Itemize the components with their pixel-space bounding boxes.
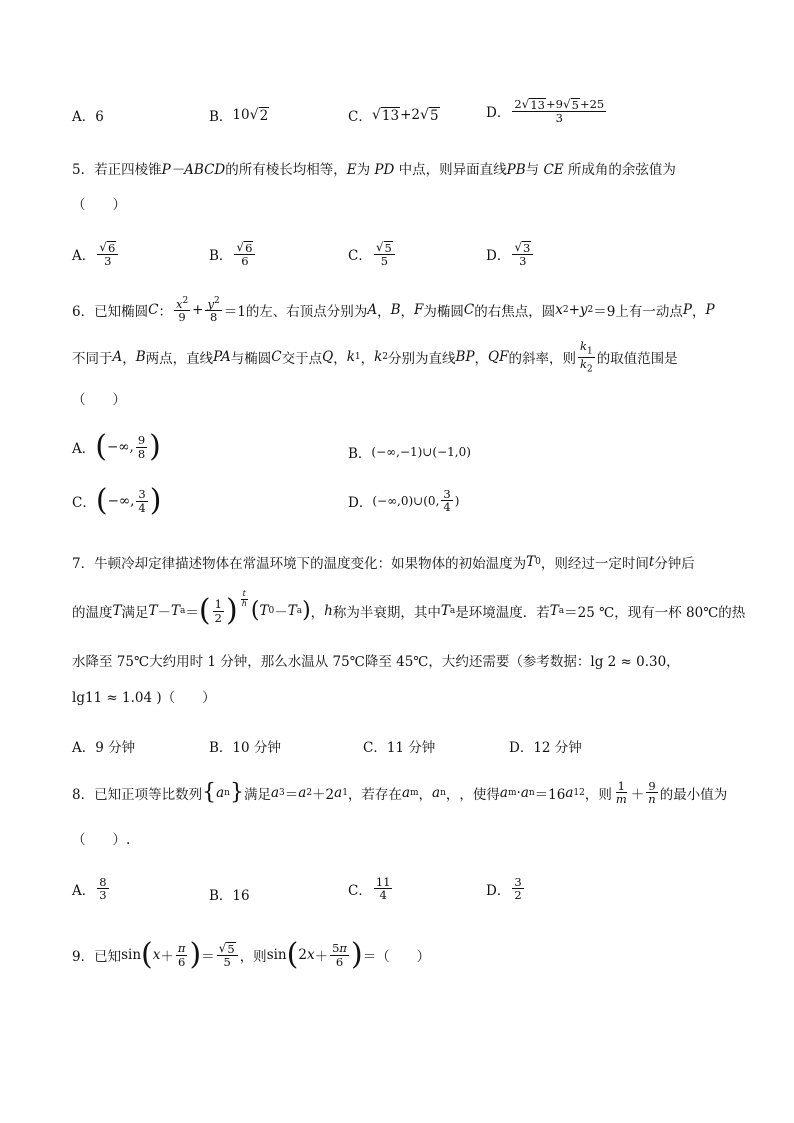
- q7-stem-line2: 的温度 T 满足 T － T a ＝ ( $\frac{1}{2}$ ) $^{\frac{t}{h}}$ ( T 0 － T a ) ， h 称为半衰期，其中 T a 是环境温度．若 T a ＝25 ℃，现有一杯 80℃的热: [72, 589, 746, 628]
- q6-stem-line2: 不同于 A ， B 两点，直线 PA 与椭圆 C 交于点 Q ， k 1 ， k 2 分别为直线 BP ， QF 的斜率，则 $\frac{k_1}{k_2}$ 的取值范围是: [72, 339, 678, 375]
- q5-option-b: B． √ 6 6: [209, 241, 257, 267]
- q7-option-a: A．9 分钟: [72, 740, 136, 756]
- q6-option-d: D． (−∞,0)∪(0, $\frac{3}{4}$ ): [348, 487, 460, 515]
- q6-option-c: C． ( −∞, $\frac{3}{4}$ ): [72, 483, 162, 518]
- q5-option-c: C． √ 5 5: [348, 241, 397, 267]
- q7-option-b: B．10 分钟: [209, 740, 281, 756]
- q5-option-d: D． √ 3 3: [486, 241, 535, 267]
- q8-option-a: A． $\frac{8}{3}$: [72, 875, 107, 903]
- q8-option-b: B．16: [209, 888, 250, 904]
- q8-blank: （ ）.: [72, 832, 131, 848]
- q8-option-c: C． $\frac{11}{4}$: [348, 875, 391, 903]
- q7-stem-line1: 7．牛顿冷却定律描述物体在常温环境下的温度变化：如果物体的初始温度为 T 0 ，则经过一定时间 t 分钟后: [72, 554, 695, 572]
- q7-stem-line4: lg11 ≈ 1.04 )（ ）: [72, 690, 216, 706]
- q6-option-b: B． (−∞,−1)∪(−1,0): [348, 445, 471, 462]
- q4-option-d: D． 2 √ 13 +9 √ 5 +25 3: [486, 97, 605, 126]
- q5-blank: （ ）: [72, 197, 126, 213]
- q7-stem-line3: 水降至 75℃大约用时 1 分钟，那么水温从 75℃降至 45℃，大约还需要（参考数据：lg 2 ≈ 0.30，: [72, 654, 680, 670]
- q7-option-c: C．11 分钟: [363, 740, 436, 756]
- q8-stem: 8．已知正项等比数列 { a n } 满足 a 3 ＝ a 2 ＋2 a 1 ，若存在 a m ， a n ， ，使得 a m · a n ＝16 a 1 2 ，则 $\frac{1}{m}$ ＋ $\frac{9}{n}$ 的最小值为: [72, 779, 728, 807]
- q5-option-a: A． √ 6 3: [72, 241, 120, 267]
- q5-stem: 5．若正四棱锥P－ABCD的所有棱长均相等，E为 PD 中点，则异面直线PB与 CE 所成角的余弦值为: [72, 162, 676, 178]
- q4-option-a: A．6: [72, 109, 104, 125]
- q4-option-b: B． 10 √ 2: [209, 106, 269, 125]
- q4-option-c: C． √ 13 +2 √ 5: [348, 106, 439, 125]
- q6-stem-line1: 6．已知椭圆 C ： $\frac{x^2}{9}$ + $\frac{y^2}{8}$ ＝1 的左、右顶点分别为 A ， B ， F 为椭圆 C 的右焦点，圆 x 2 + y 2 ＝9 上有一动点 P ， P: [72, 296, 715, 324]
- q7-option-d: D．12 分钟: [509, 740, 582, 756]
- q6-blank: （ ）: [72, 392, 126, 408]
- q8-option-d: D． $\frac{3}{2}$: [486, 875, 522, 903]
- q6-option-a: A． ( −∞, $\frac{9}{8}$ ): [72, 429, 161, 464]
- q9-stem: 9．已知 sin ( x ＋ $\frac{\pi}{6}$ ) ＝ √ 5 5 ，则 sin ( 2 x ＋ $\frac{5\pi}{6}$ ) ＝（ ）: [72, 937, 431, 972]
